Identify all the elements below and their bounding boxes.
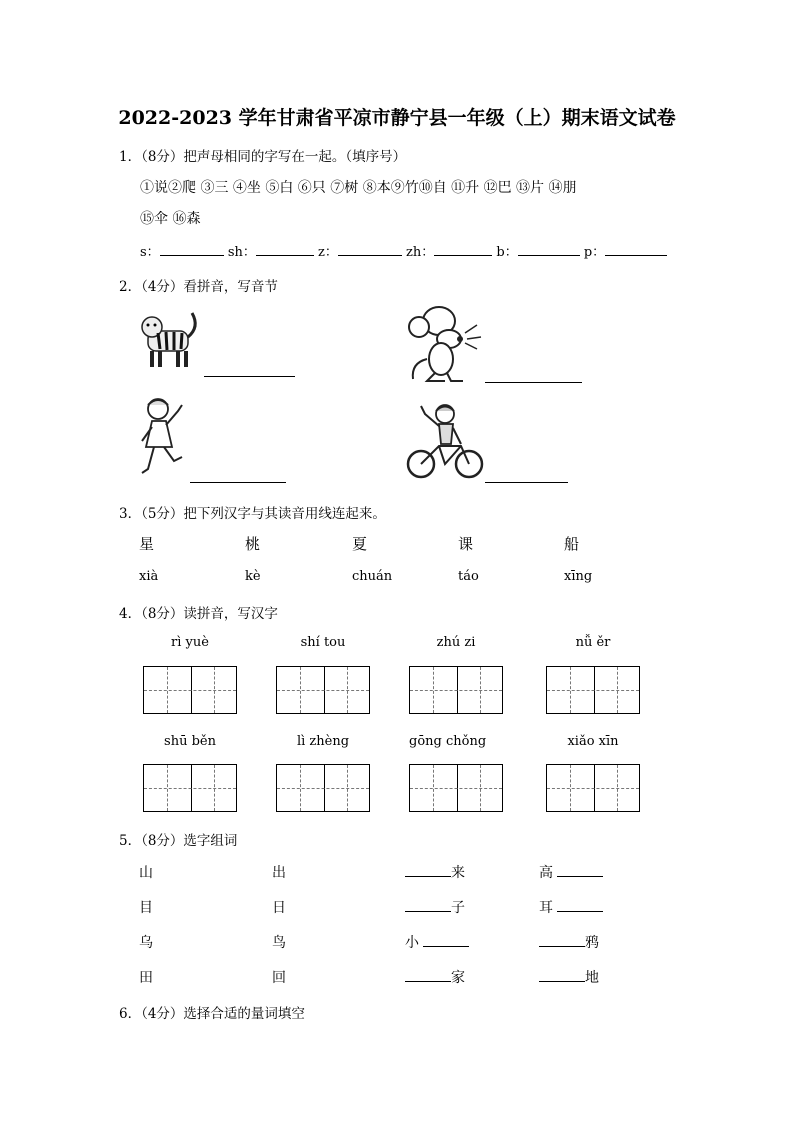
- q4-pinyin-1: rì yuè: [171, 635, 209, 650]
- q3-char-5: 船: [564, 535, 580, 553]
- question-2-heading: 2．（4分）看拼音，写音节: [119, 279, 278, 295]
- q5-suffix: 鸦: [585, 935, 599, 951]
- answer-blank[interactable]: [423, 934, 469, 947]
- q3-char-3: 夏: [352, 535, 368, 553]
- q3-pinyin-4: táo: [458, 569, 479, 584]
- blank-label-p: p：: [583, 245, 606, 260]
- blank-label-z: z：: [318, 245, 338, 260]
- answer-line-mouse[interactable]: [485, 382, 582, 383]
- child-on-bicycle-icon: [405, 400, 485, 480]
- q4-pinyin-3: zhú zi: [436, 635, 476, 650]
- answer-blank[interactable]: [539, 969, 585, 982]
- answer-line-bicycle[interactable]: [485, 482, 568, 483]
- q4-pinyin-7: gōng chǒng: [409, 734, 487, 749]
- page-title: 2022-2023 学年甘肃省平凉市静宁县一年级（上）期末语文试卷: [118, 107, 676, 129]
- tiger-icon: [138, 307, 204, 373]
- q5-suffix: 子: [451, 900, 465, 916]
- q5-suffix: 地: [585, 970, 599, 986]
- q5-word-d: [539, 862, 603, 882]
- writing-grid[interactable]: [409, 764, 503, 812]
- blank-label-s: s：: [140, 245, 160, 260]
- writing-grid[interactable]: [546, 764, 640, 812]
- writing-grid[interactable]: [276, 666, 370, 714]
- answer-blank[interactable]: [539, 934, 585, 947]
- answer-blank[interactable]: [557, 899, 603, 912]
- q5-char-b: 出: [272, 865, 286, 881]
- q4-pinyin-8: xiǎo xīn: [567, 734, 619, 749]
- answer-blank[interactable]: [405, 864, 451, 877]
- q5-char-a: 田: [139, 970, 153, 986]
- answer-blank-p[interactable]: [605, 243, 667, 256]
- q3-pinyin-1: xià: [139, 569, 159, 584]
- answer-blank[interactable]: [405, 969, 451, 982]
- q5-char-a: 目: [139, 900, 153, 916]
- q5-suffix: 家: [451, 970, 465, 986]
- answer-blank-zh[interactable]: [434, 243, 492, 256]
- q3-pinyin-5: xīng: [564, 569, 593, 584]
- q5-word-c: [405, 862, 465, 882]
- q5-word-c: [405, 897, 465, 917]
- q3-pinyin-2: kè: [245, 569, 261, 584]
- writing-grid[interactable]: [143, 764, 237, 812]
- answer-blank-s[interactable]: [160, 243, 224, 256]
- answer-blank-b[interactable]: [518, 243, 580, 256]
- q3-char-1: 星: [139, 535, 155, 553]
- q5-prefix: 高: [539, 865, 553, 881]
- blank-label-b: b：: [496, 245, 518, 260]
- writing-grid[interactable]: [409, 666, 503, 714]
- question-5-heading: 5．（8分）选字组词: [119, 833, 238, 849]
- answer-line-tiger[interactable]: [204, 376, 295, 377]
- blank-label-zh: zh：: [406, 245, 435, 260]
- q5-char-b: 日: [272, 900, 286, 916]
- question-1-heading: 1．（8分）把声母相同的字写在一起。（填序号）: [119, 149, 407, 165]
- q5-word-c: [405, 932, 469, 952]
- blank-label-sh: sh：: [227, 245, 256, 260]
- q3-pinyin-3: chuán: [352, 569, 393, 584]
- q4-pinyin-2: shí tou: [300, 635, 346, 650]
- writing-grid[interactable]: [276, 764, 370, 812]
- q3-char-2: 桃: [245, 535, 261, 553]
- q3-char-4: 课: [458, 535, 474, 553]
- q5-char-b: 鸟: [272, 935, 286, 951]
- q5-word-d: [539, 932, 599, 952]
- question-4-heading: 4．（8分）读拼音，写汉字: [119, 606, 278, 622]
- writing-grid[interactable]: [143, 666, 237, 714]
- question-1-chars-line1: ①说②爬 ③三 ④坐 ⑤白 ⑥只 ⑦树 ⑧本⑨竹⑩自 ⑪升 ⑫巴 ⑬片 ⑭朋: [140, 180, 577, 196]
- q5-suffix: 来: [451, 865, 465, 881]
- q4-pinyin-4: nǚ ěr: [575, 635, 611, 650]
- mouse-icon: [405, 303, 485, 383]
- q4-pinyin-6: lì zhèng: [296, 734, 350, 749]
- q5-word-d: [539, 897, 603, 917]
- question-6-heading: 6．（4分）选择合适的量词填空: [119, 1006, 305, 1022]
- answer-blank[interactable]: [557, 864, 603, 877]
- answer-line-girl[interactable]: [190, 482, 286, 483]
- q4-pinyin-5: shū běn: [164, 734, 216, 749]
- question-1-blanks: [140, 241, 667, 260]
- girl-dancing-icon: [138, 397, 190, 479]
- q5-char-b: 回: [272, 970, 286, 986]
- question-1-chars-line2: ⑮伞 ⑯森: [140, 211, 201, 227]
- q5-word-d: [539, 967, 599, 987]
- q5-prefix: 小: [405, 935, 419, 951]
- q5-prefix: 耳: [539, 900, 553, 916]
- answer-blank-sh[interactable]: [256, 243, 314, 256]
- answer-blank-z[interactable]: [338, 243, 402, 256]
- answer-blank[interactable]: [405, 899, 451, 912]
- q5-char-a: 山: [139, 865, 153, 881]
- question-3-heading: 3．（5分）把下列汉字与其读音用线连起来。: [119, 506, 386, 522]
- q5-word-c: [405, 967, 465, 987]
- q5-char-a: 乌: [139, 935, 153, 951]
- writing-grid[interactable]: [546, 666, 640, 714]
